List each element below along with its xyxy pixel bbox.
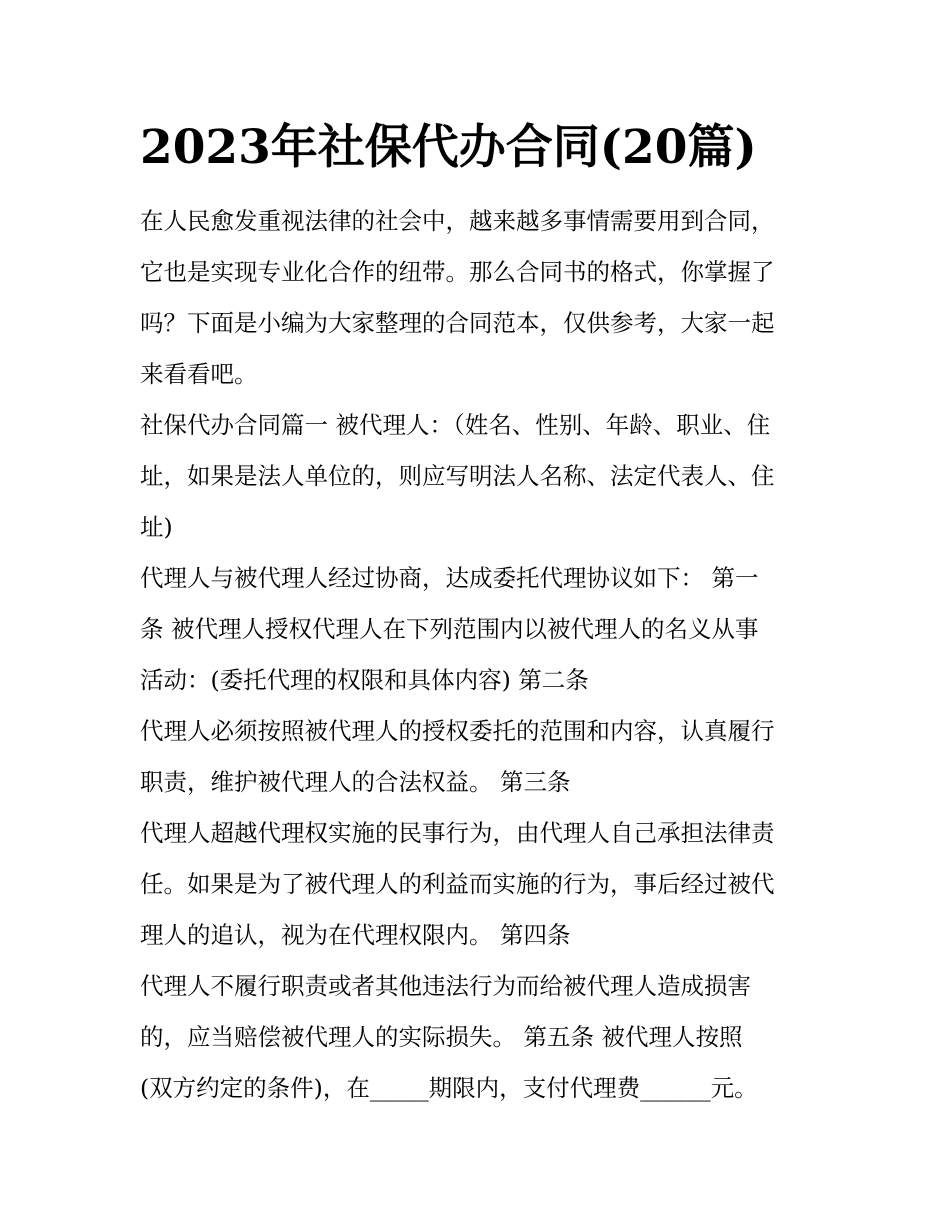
text-line: 任。如果是为了被代理人的利益而实施的行为，事后经过被代 [140,870,775,898]
text-line: 它也是实现专业化合作的纽带。那么合同书的格式，你掌握了 [140,258,775,286]
contract-party-paragraph [140,400,820,553]
text-line: 理人的追认，视为在代理权限内。 第四条 [140,921,571,949]
text-line: 条 被代理人授权代理人在下列范围内以被代理人的名义从事 [140,615,759,643]
text-line: 址，如果是法人单位的，则应写明法人名称、法定代表人、住 [140,462,775,490]
text-line: 来看看吧。 [140,360,258,388]
text-line: 代理人不履行职责或者其他违法行为而给被代理人造成损害 [140,972,751,1000]
article-one-paragraph [140,553,820,706]
text-line: 在人民愈发重视法律的社会中，越来越多事情需要用到合同， [140,207,775,235]
text-line: 的，应当赔偿被代理人的实际损失。 第五条 被代理人按照 [140,1023,743,1051]
text-line: 活动：(委托代理的权限和具体内容) 第二条 [140,666,589,694]
document-body [140,196,820,1114]
intro-paragraph [140,196,820,400]
text-line: 代理人超越代理权实施的民事行为，由代理人自己承担法律责 [140,819,775,847]
text-line: (双方约定的条件)，在_____期限内，支付代理费______元。 [140,1074,758,1102]
text-line: 代理人与被代理人经过协商，达成委托代理协议如下： 第一 [140,564,759,592]
text-line: 职责，维护被代理人的合法权益。 第三条 [140,768,571,796]
text-line: 社保代办合同篇一 被代理人：（姓名、性别、年龄、职业、住 [140,411,771,439]
text-line: 址) [140,513,173,541]
article-two-paragraph [140,706,820,808]
article-four-paragraph [140,961,820,1114]
text-line: 代理人必须按照被代理人的授权委托的范围和内容，认真履行 [140,717,775,745]
article-three-paragraph [140,808,820,961]
document-title: 2023年社保代办合同(20篇) [140,120,757,175]
text-line: 吗？下面是小编为大家整理的合同范本，仅供参考，大家一起 [140,309,775,337]
